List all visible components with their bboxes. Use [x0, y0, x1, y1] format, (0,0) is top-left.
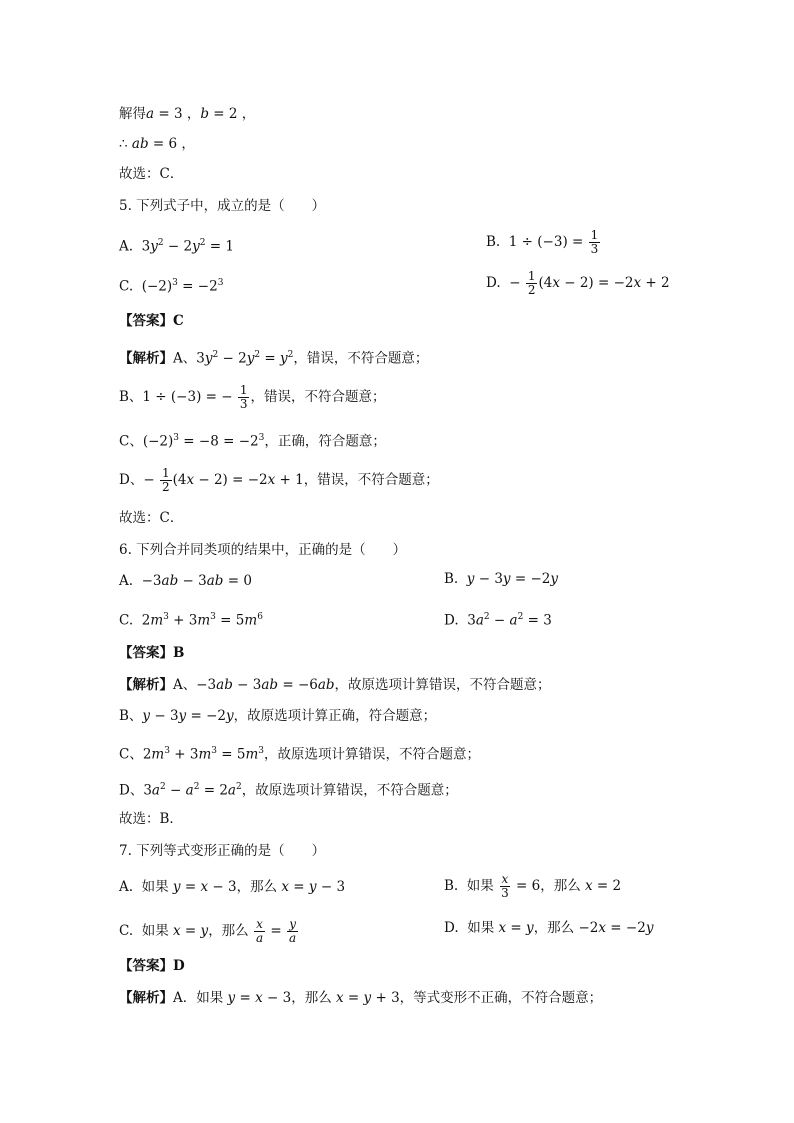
- q6-explain-c: C、$2m^3 + 3m^3 = 5m^3$，故原选项计算错误，不符合题意；: [119, 746, 481, 763]
- q6-option-a: A. −3ab − 3ab = 0: [119, 573, 252, 589]
- q6-selection: 故选：B．: [119, 811, 183, 827]
- q6-explain-b: B、y − 3y = −2y，故原选项计算正确，符合题意；: [119, 708, 437, 724]
- q5-explain-c: C、$(-2)^3 = -8 = -2^3$，正确，符合题意；: [119, 433, 386, 450]
- text-solved: 解得: [119, 106, 146, 122]
- q7-option-a: A. 如果 y = x − 3，那么 x = y − 3: [119, 879, 346, 895]
- question-6-stem: 6. 下列合并同类项的结果中，正确的是（ ）: [119, 542, 407, 558]
- q6-option-b: B. y − 3y = −2y: [444, 571, 558, 587]
- q6-option-c: C. $2m^3 + 3m^3 = 5m^6$: [119, 612, 263, 629]
- q7-option-c: C. 如果 x = y，那么 $\frac{x}{a}$ = $\frac{y}{a}$: [119, 917, 297, 945]
- q5-explain-d: D、− $\frac{1}{2}$ (4x − 2) = −2x + 1，错误，不符合题意；: [119, 466, 439, 494]
- q5-option-b: B. 1 ÷ (−3) = $\frac{1}{3}$: [486, 228, 599, 256]
- q5-answer: 【答案】C: [119, 313, 184, 329]
- q5-explain-a: 【解析】A、$3y^2 - 2y^2 = y^2$，错误，不符合题意；: [119, 350, 429, 367]
- q6-option-d: D. $3a^2 - a^2 = 3$: [444, 612, 552, 629]
- solution-line-1: 解得a = 3 ，b = 2 ，: [119, 106, 256, 122]
- q7-option-d: D. 如果 x = y，那么 −2x = −2y: [444, 920, 654, 936]
- q6-answer: 【答案】B: [119, 645, 185, 661]
- q5-option-a: A. $3y^2 - 2y^2 = 1$: [119, 238, 234, 255]
- q5-option-d: D. − $\frac{1}{2}$ (4x − 2) = −2x + 2: [486, 269, 670, 297]
- selection-line: 故选：C．: [119, 166, 184, 182]
- q7-answer: 【答案】D: [119, 958, 185, 974]
- q6-explain-d: D、$3a^2 - a^2 = 2a^2$，故原选项计算错误，不符合题意；: [119, 782, 458, 799]
- q6-explain-a: 【解析】A、−3ab − 3ab = −6ab，故原选项计算错误，不符合题意；: [119, 677, 551, 693]
- q7-option-b: B. 如果 $\frac{x}{3}$ = 6，那么 x = 2: [444, 872, 622, 900]
- q5-option-c: C. $(-2)^3 = -2^3$: [119, 278, 224, 295]
- question-7-stem: 7. 下列等式变形正确的是（ ）: [119, 843, 326, 859]
- solution-line-2: ∴ ab = 6 ，: [119, 136, 195, 152]
- q7-explain-a: 【解析】A．如果 y = x − 3，那么 x = y + 3，等式变形不正确，不符合题意；: [119, 990, 603, 1006]
- q5-selection: 故选：C．: [119, 510, 184, 526]
- question-5-stem: 5. 下列式子中，成立的是（ ）: [119, 198, 326, 214]
- q5-explain-b: B、1 ÷ (−3) = − $\frac{1}{3}$ ，错误，不符合题意；: [119, 383, 386, 411]
